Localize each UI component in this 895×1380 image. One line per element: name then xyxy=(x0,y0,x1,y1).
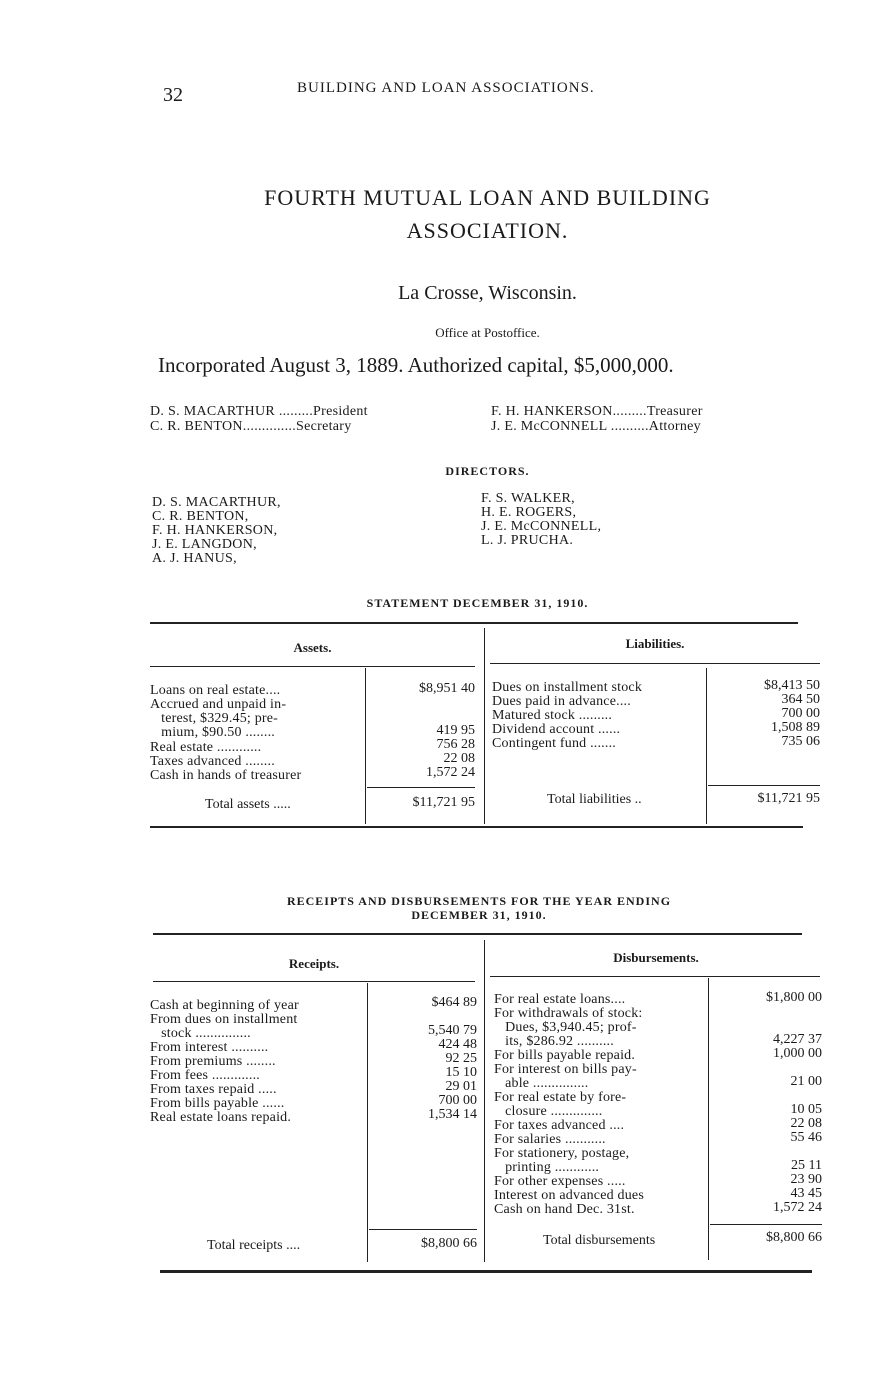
disbursement-amount: 21 00 xyxy=(790,1074,822,1089)
receipt-label: Real estate loans repaid. xyxy=(150,1110,292,1125)
disbursement-amount: 1,000 00 xyxy=(773,1046,822,1061)
column-divider xyxy=(484,940,485,1262)
liability-amount: 364 50 xyxy=(781,692,820,707)
disbursement-label: Cash on hand Dec. 31st. xyxy=(494,1202,635,1217)
disbursement-amount: 23 90 xyxy=(790,1172,822,1187)
asset-amount: 22 08 xyxy=(443,751,475,766)
liability-amount: $8,413 50 xyxy=(764,678,820,693)
table-rule xyxy=(150,666,475,667)
table-rule xyxy=(490,663,820,664)
disbursement-label: For withdrawals of stock: xyxy=(494,1006,643,1021)
liability-amount: 1,508 89 xyxy=(771,720,820,735)
total-assets-label: Total assets ..... xyxy=(205,797,291,812)
receipt-amount: 15 10 xyxy=(445,1065,477,1080)
officer-secretary xyxy=(150,419,352,435)
liabilities-header: Liabilities. xyxy=(625,636,685,651)
total-rule xyxy=(369,1229,477,1230)
asset-amount: 1,572 24 xyxy=(426,765,475,780)
liability-label: Matured stock ......... xyxy=(492,708,613,723)
receipt-label: From fees ............. xyxy=(150,1068,260,1083)
receipt-amount: 5,540 79 xyxy=(428,1023,477,1038)
officer-name: J. E. McCONNELL xyxy=(491,419,607,434)
amount-column-divider xyxy=(706,668,707,824)
asset-label: Loans on real estate.... xyxy=(150,683,281,698)
asset-label: Accrued and unpaid in- xyxy=(150,697,287,712)
director-name: H. E. ROGERS, xyxy=(481,505,577,520)
officer-dots: ......... xyxy=(612,404,647,419)
liability-amount: 700 00 xyxy=(781,706,820,721)
receipt-label: Cash at beginning of year xyxy=(150,998,299,1013)
directors-right-list xyxy=(481,492,601,548)
officer-role: Treasurer xyxy=(646,404,703,419)
asset-amount: 419 95 xyxy=(436,723,475,738)
receipt-label: stock ............... xyxy=(150,1026,251,1041)
director-name: J. E. LANGDON, xyxy=(152,537,257,552)
disbursements-header: Disbursements. xyxy=(613,950,699,965)
director-name: D. S. MACARTHUR, xyxy=(152,495,281,510)
association-title-line2: ASSOCIATION. xyxy=(406,218,569,243)
asset-label: Taxes advanced ........ xyxy=(150,754,275,769)
disbursement-label: its, $286.92 .......... xyxy=(494,1034,614,1049)
table-rule xyxy=(153,981,475,982)
officer-role: Attorney xyxy=(648,419,701,434)
receipts-heading-line2: DECEMBER 31, 1910. xyxy=(411,908,547,922)
officer-role: Secretary xyxy=(296,419,352,434)
disbursement-label: able ............... xyxy=(494,1076,589,1091)
disbursement-label: closure .............. xyxy=(494,1104,603,1119)
director-name: A. J. HANUS, xyxy=(152,551,237,566)
disbursement-label: For real estate loans.... xyxy=(494,992,626,1007)
total-rule xyxy=(708,785,820,786)
amount-column-divider xyxy=(367,983,368,1262)
location: La Crosse, Wisconsin. xyxy=(398,282,577,304)
table-rule xyxy=(490,976,820,977)
statement-heading: STATEMENT DECEMBER 31, 1910. xyxy=(366,596,589,610)
total-disbursements-amount: $8,800 66 xyxy=(766,1230,822,1245)
asset-amount: $8,951 40 xyxy=(419,681,475,696)
receipt-label: From premiums ........ xyxy=(150,1054,276,1069)
receipt-amount: 700 00 xyxy=(438,1093,477,1108)
disbursement-amount: 55 46 xyxy=(790,1130,822,1145)
disbursement-label: For bills payable repaid. xyxy=(494,1048,636,1063)
officer-treasurer xyxy=(491,404,703,420)
page-number: 32 xyxy=(163,84,183,106)
disbursement-label: For interest on bills pay- xyxy=(494,1062,637,1077)
incorporation-line: Incorporated August 3, 1889. Authorized capital, $5,000,000. xyxy=(158,353,674,377)
officer-name: C. R. BENTON xyxy=(150,419,243,434)
director-name: L. J. PRUCHA. xyxy=(481,533,574,548)
disbursement-amount: 43 45 xyxy=(790,1186,822,1201)
receipt-amount: $464 89 xyxy=(431,995,477,1010)
table-rule xyxy=(150,622,798,624)
disbursement-amount: 22 08 xyxy=(790,1116,822,1131)
receipt-amount: 92 25 xyxy=(445,1051,477,1066)
officer-president xyxy=(150,404,368,420)
liability-label: Dues on installment stock xyxy=(492,680,643,695)
officer-role: President xyxy=(313,404,368,419)
officer-name: F. H. HANKERSON xyxy=(491,404,613,419)
receipt-label: From bills payable ...... xyxy=(150,1096,285,1111)
receipts-heading-line1: RECEIPTS AND DISBURSEMENTS FOR THE YEAR ENDING xyxy=(286,894,672,908)
liability-label: Contingent fund ....... xyxy=(492,736,616,751)
column-divider xyxy=(484,628,485,824)
director-name: J. E. McCONNELL, xyxy=(481,519,602,534)
receipt-amount: 1,534 14 xyxy=(428,1107,477,1122)
total-disbursements-label: Total disbursements xyxy=(543,1233,656,1248)
disbursement-label: For real estate by fore- xyxy=(494,1090,627,1105)
disbursement-amount: 1,572 24 xyxy=(773,1200,822,1215)
total-rule xyxy=(710,1224,822,1225)
liability-label: Dividend account ...... xyxy=(492,722,621,737)
total-receipts-amount: $8,800 66 xyxy=(421,1236,477,1251)
disbursement-amount: 4,227 37 xyxy=(773,1032,822,1047)
directors-heading: DIRECTORS. xyxy=(445,464,530,478)
total-rule xyxy=(367,787,475,788)
running-title: BUILDING AND LOAN ASSOCIATIONS. xyxy=(297,80,595,96)
officer-dots: .......... xyxy=(610,419,649,434)
disbursement-label: printing ............ xyxy=(494,1160,600,1175)
disbursement-label: For other expenses ..... xyxy=(494,1174,626,1189)
total-liabilities-amount: $11,721 95 xyxy=(757,791,820,806)
director-name: F. H. HANKERSON, xyxy=(152,523,278,538)
total-assets-amount: $11,721 95 xyxy=(412,795,475,810)
office-location: Office at Postoffice. xyxy=(435,325,540,340)
liability-label: Dues paid in advance.... xyxy=(492,694,631,709)
disbursement-label: For stationery, postage, xyxy=(494,1146,630,1161)
table-rule xyxy=(160,1270,812,1273)
officer-name: D. S. MACARTHUR xyxy=(150,404,276,419)
amount-column-divider xyxy=(708,978,709,1260)
receipts-header: Receipts. xyxy=(288,956,340,971)
receipt-amount: 29 01 xyxy=(445,1079,477,1094)
disbursement-label: Dues, $3,940.45; prof- xyxy=(494,1020,637,1035)
total-liabilities-label: Total liabilities .. xyxy=(547,792,642,807)
officer-dots: .............. xyxy=(242,419,296,434)
receipt-label: From interest .......... xyxy=(150,1040,269,1055)
officer-dots: ......... xyxy=(278,404,314,419)
amount-column-divider xyxy=(365,668,366,824)
liability-amount: 735 06 xyxy=(781,734,820,749)
total-receipts-label: Total receipts .... xyxy=(207,1238,301,1253)
disbursement-label: For salaries ........... xyxy=(494,1132,606,1147)
table-rule xyxy=(150,826,803,828)
disbursement-label: For taxes advanced .... xyxy=(494,1118,625,1133)
disbursement-amount: 25 11 xyxy=(791,1158,822,1173)
association-title-line1: FOURTH MUTUAL LOAN AND BUILDING xyxy=(264,185,711,210)
receipt-label: From dues on installment xyxy=(150,1012,298,1027)
director-name: F. S. WALKER, xyxy=(481,491,575,506)
asset-label: Cash in hands of treasurer xyxy=(150,768,302,783)
director-name: C. R. BENTON, xyxy=(152,509,249,524)
asset-label: mium, $90.50 ........ xyxy=(150,725,275,740)
receipt-amount: 424 48 xyxy=(438,1037,477,1052)
disbursement-amount: $1,800 00 xyxy=(766,990,822,1005)
receipt-label: From taxes repaid ..... xyxy=(150,1082,277,1097)
disbursement-amount: 10 05 xyxy=(790,1102,822,1117)
asset-label: terest, $329.45; pre- xyxy=(150,711,279,726)
table-rule xyxy=(153,933,802,935)
officer-attorney xyxy=(491,419,701,435)
asset-label: Real estate ............ xyxy=(150,740,262,755)
assets-header: Assets. xyxy=(293,640,332,655)
disbursement-label: Interest on advanced dues xyxy=(494,1188,644,1203)
directors-left-list xyxy=(152,496,281,566)
asset-amount: 756 28 xyxy=(436,737,475,752)
